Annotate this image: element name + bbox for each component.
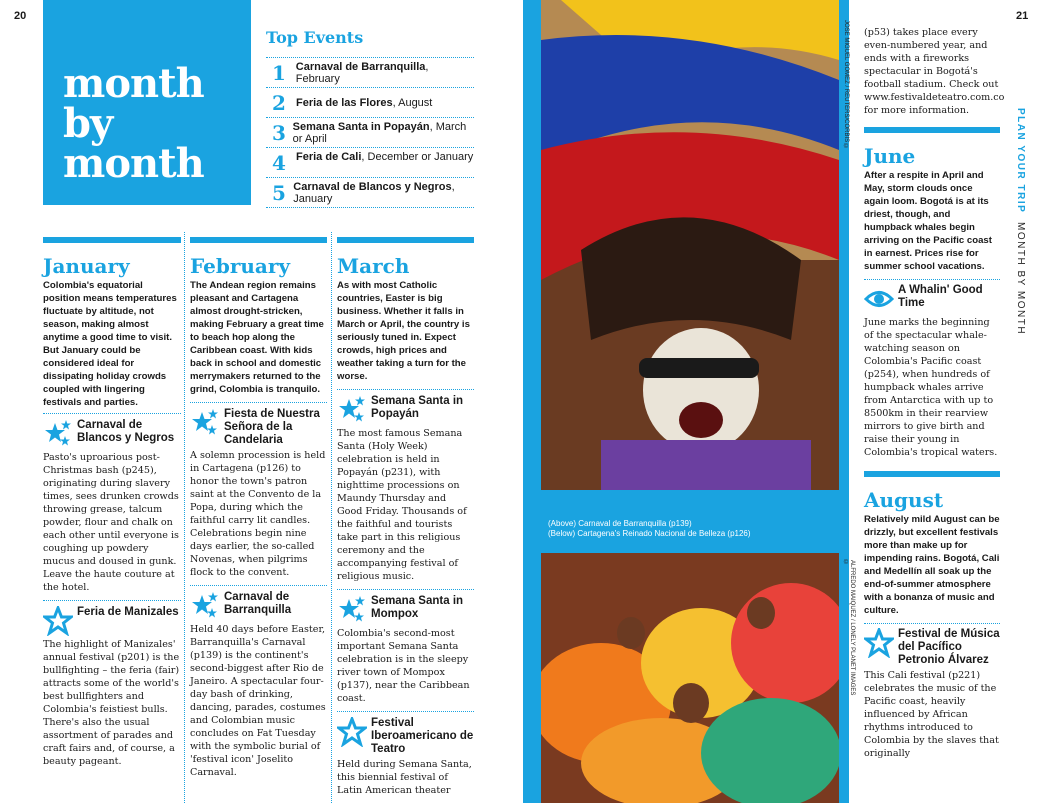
top-event-name: Carnaval de Blancos y Negros bbox=[293, 181, 452, 193]
event-body: Held during Semana Santa, this biennial festival of Latin American theater bbox=[337, 759, 472, 796]
top-events-heading: Top Events bbox=[266, 28, 364, 47]
top-events-list bbox=[266, 57, 474, 208]
divider bbox=[337, 389, 474, 390]
event-header bbox=[337, 595, 474, 625]
event-header bbox=[337, 717, 474, 756]
top-event-name: Carnaval de Barranquilla bbox=[295, 61, 426, 73]
star-icon bbox=[337, 717, 367, 747]
month-heading: August bbox=[864, 488, 944, 512]
divider bbox=[337, 589, 474, 590]
event-header bbox=[190, 408, 327, 447]
month-bar bbox=[43, 237, 181, 243]
top-event-item bbox=[266, 177, 474, 208]
month-heading: January bbox=[43, 254, 130, 278]
event-body: A solemn procession is held in Cartagena (p126) to honor the town's patron saint at the Convento de la Popa, during which the faithful carry lit candles. Celebrations begin nine days earlier, the so-called Novenas, when pilgrims flock to the convent. bbox=[190, 450, 326, 578]
stars-icon bbox=[190, 408, 220, 438]
month-intro: The Andean region remains pleasant and Cartagena almost drought-stricken, making February a great time to beach hop along the Caribbean coast. With kids back in school and domestic merrymakers returned to the grind, Colombia is tranquilo. bbox=[190, 280, 324, 395]
top-event-when: , January bbox=[293, 181, 455, 205]
event-body: Held 40 days before Easter, Barranquilla's Carnaval (p139) is the continent's second-biggest after Rio de Janeiro. A spectacular four-day bash of drinking, dancing, parades, costumes and Colombian music concludes on Fat Tuesday with the symbolic burial of 'festival icon' Joselito Carnaval. bbox=[190, 624, 326, 778]
page-title: month by month bbox=[63, 60, 204, 187]
event-body: Pasto's uproarious post-Christmas bash (p245), originating during slavery times, sees drunken crowds throwing grease, talcum powder, flour and chalk on each other until everyone is coughing up powdery mucus and doused in gunk. Leave the haute couture at the hotel. bbox=[43, 452, 179, 593]
january-column bbox=[43, 237, 181, 768]
month-intro: Relatively mild August can be drizzly, but excellent festivals more than make up for impending rains. Bogotá, Cali and Medellín all soak up the end-of-summer atmosphere with a bonanza of music and culture. bbox=[864, 514, 1000, 616]
event-title: Festival Iberoamericano de Teatro bbox=[371, 717, 474, 755]
top-event-item bbox=[266, 147, 474, 177]
event-body: The most famous Semana Santa (Holy Week) celebration is held in Popayán (p231), with nighttime processions on Maundy Thursday and Good Friday. Thousands of the faithful and tourists take part in this religious ceremony and the accompanying festival of religious music. bbox=[337, 428, 467, 582]
top-event-item bbox=[266, 87, 474, 117]
stars-icon bbox=[337, 595, 367, 625]
month-bar bbox=[190, 237, 327, 243]
event-header bbox=[190, 591, 327, 621]
top-event-number: 1 bbox=[272, 61, 286, 85]
month-bar bbox=[864, 471, 1000, 477]
month-intro: After a respite in April and May, storm clouds once again loom. Bogotá is at its driest, though, and humpback whales begin arriving on the Pacific coast in earnest. Prices rise for summer school vacations. bbox=[864, 170, 992, 272]
month-heading: June bbox=[864, 144, 916, 168]
divider bbox=[190, 585, 327, 586]
event-header bbox=[43, 606, 181, 636]
top-event-number: 4 bbox=[272, 151, 286, 175]
march-column bbox=[337, 237, 474, 797]
month-bar bbox=[864, 127, 1000, 133]
event-title: Semana Santa in Popayán bbox=[371, 395, 464, 420]
title-block bbox=[43, 0, 251, 205]
section-tab-plan: PLAN YOUR TRIP bbox=[1015, 108, 1026, 214]
month-heading: February bbox=[190, 254, 291, 278]
event-body: The highlight of Manizales' annual festival (p201) is the bullfighting – the feria (fair) attracts some of the world's best bullfighters and Colombia's feistiest bulls. There's also the usual assortment of parades and craft fairs and, of course, a beauty pageant. bbox=[43, 639, 180, 767]
top-event-name: Feria de Cali bbox=[296, 151, 362, 163]
event-title: Festival de Música del Pacífico Petronio Álvarez bbox=[898, 628, 1000, 666]
event-header bbox=[43, 419, 181, 449]
top-event-name: Semana Santa in Popayán bbox=[292, 121, 430, 133]
event-body: June marks the beginning of the spectacular whale-watching season on Colombia's Pacific coast (p254), when hundreds of humpback whales arrive from Antarctica with up to 8500km in their rearview mirrors to give birth and raise their young in Colombia's tropical waters. bbox=[864, 317, 998, 458]
continued-text: (p53) takes place every even-numbered year, and ends with a fireworks spectacular in Bogotá's football stadium. Check out www.festivaldeteatro.com.co for more information. bbox=[864, 27, 1005, 116]
top-event-when: , February bbox=[295, 61, 429, 85]
event-header bbox=[337, 395, 474, 425]
section-tab bbox=[1015, 108, 1026, 335]
top-event-name: Feria de las Flores bbox=[296, 97, 393, 109]
photo-credit: ALFREDO MAIQUEZ / LONELY PLANET IMAGES © bbox=[843, 560, 855, 696]
eye-icon bbox=[864, 284, 894, 314]
stars-icon bbox=[43, 419, 73, 449]
event-header bbox=[864, 628, 1000, 667]
top-event-item bbox=[266, 57, 474, 87]
divider bbox=[337, 711, 474, 712]
photo-panel bbox=[523, 0, 855, 803]
divider bbox=[864, 279, 1000, 280]
month-intro: Colombia's equatorial position means temperatures fluctuate by altitude, not season, making almost anytime a good time to visit. But January could be considered ideal for dissipating holiday crowds coupled with lingering festivals and parties. bbox=[43, 280, 177, 408]
top-event-number: 5 bbox=[272, 181, 286, 205]
event-title: Carnaval de Blancos y Negros bbox=[77, 419, 175, 444]
event-body: Colombia's second-most important Semana Santa celebration is in the sleepy river town of Mompox (p137), near the Caribbean coast. bbox=[337, 628, 470, 704]
top-event-number: 2 bbox=[272, 91, 286, 115]
top-event-when: , August bbox=[392, 97, 433, 109]
divider bbox=[43, 413, 181, 414]
stars-icon bbox=[337, 395, 367, 425]
event-title: Semana Santa in Mompox bbox=[371, 595, 464, 620]
month-intro: As with most Catholic countries, Easter is big business. Whether it falls in March or April, the country is seriously tuned in. Expect crowds, high prices and weather taking a turn for the worse. bbox=[337, 280, 470, 382]
divider bbox=[43, 600, 181, 601]
page-number-right: 21 bbox=[1016, 10, 1029, 22]
caption-above: (Above) Carnaval de Barranquilla (p139) bbox=[548, 519, 692, 528]
top-event-number: 3 bbox=[272, 121, 286, 145]
page-number-left: 20 bbox=[14, 10, 27, 22]
february-column bbox=[190, 237, 327, 779]
caption-below: (Below) Cartagena's Reinado Nacional de Belleza (p126) bbox=[548, 529, 751, 538]
stars-icon bbox=[190, 591, 220, 621]
month-bar bbox=[337, 237, 474, 243]
column-divider bbox=[184, 232, 185, 803]
column-divider bbox=[331, 232, 332, 803]
carnival-photo bbox=[541, 0, 839, 490]
event-title: Feria de Manizales bbox=[77, 606, 179, 618]
pageant-photo bbox=[541, 553, 839, 803]
top-event-when: , March or April bbox=[292, 121, 467, 145]
top-event-when: , December or January bbox=[361, 151, 474, 163]
divider bbox=[864, 623, 1000, 624]
section-tab-month: MONTH BY MONTH bbox=[1015, 221, 1026, 335]
month-heading: March bbox=[337, 254, 410, 278]
event-body: This Cali festival (p221) celebrates the music of the Pacific coast, heavily influenced by African rhythms introduced to Colombia by the slaves that originally bbox=[864, 670, 999, 759]
event-title: A Whalin' Good Time bbox=[898, 284, 983, 309]
right-column bbox=[864, 26, 1005, 760]
photo-credit: JOSE MIGUEL GOMEZ / REUTERS/CORBIS © bbox=[843, 20, 849, 150]
event-header bbox=[864, 284, 1000, 314]
event-title: Fiesta de Nuestra Señora de la Candelaria bbox=[224, 408, 320, 446]
photo-caption bbox=[548, 519, 751, 539]
top-event-item bbox=[266, 117, 474, 147]
divider bbox=[190, 402, 327, 403]
star-icon bbox=[864, 628, 894, 658]
star-icon bbox=[43, 606, 73, 636]
event-title: Carnaval de Barranquilla bbox=[224, 591, 292, 616]
